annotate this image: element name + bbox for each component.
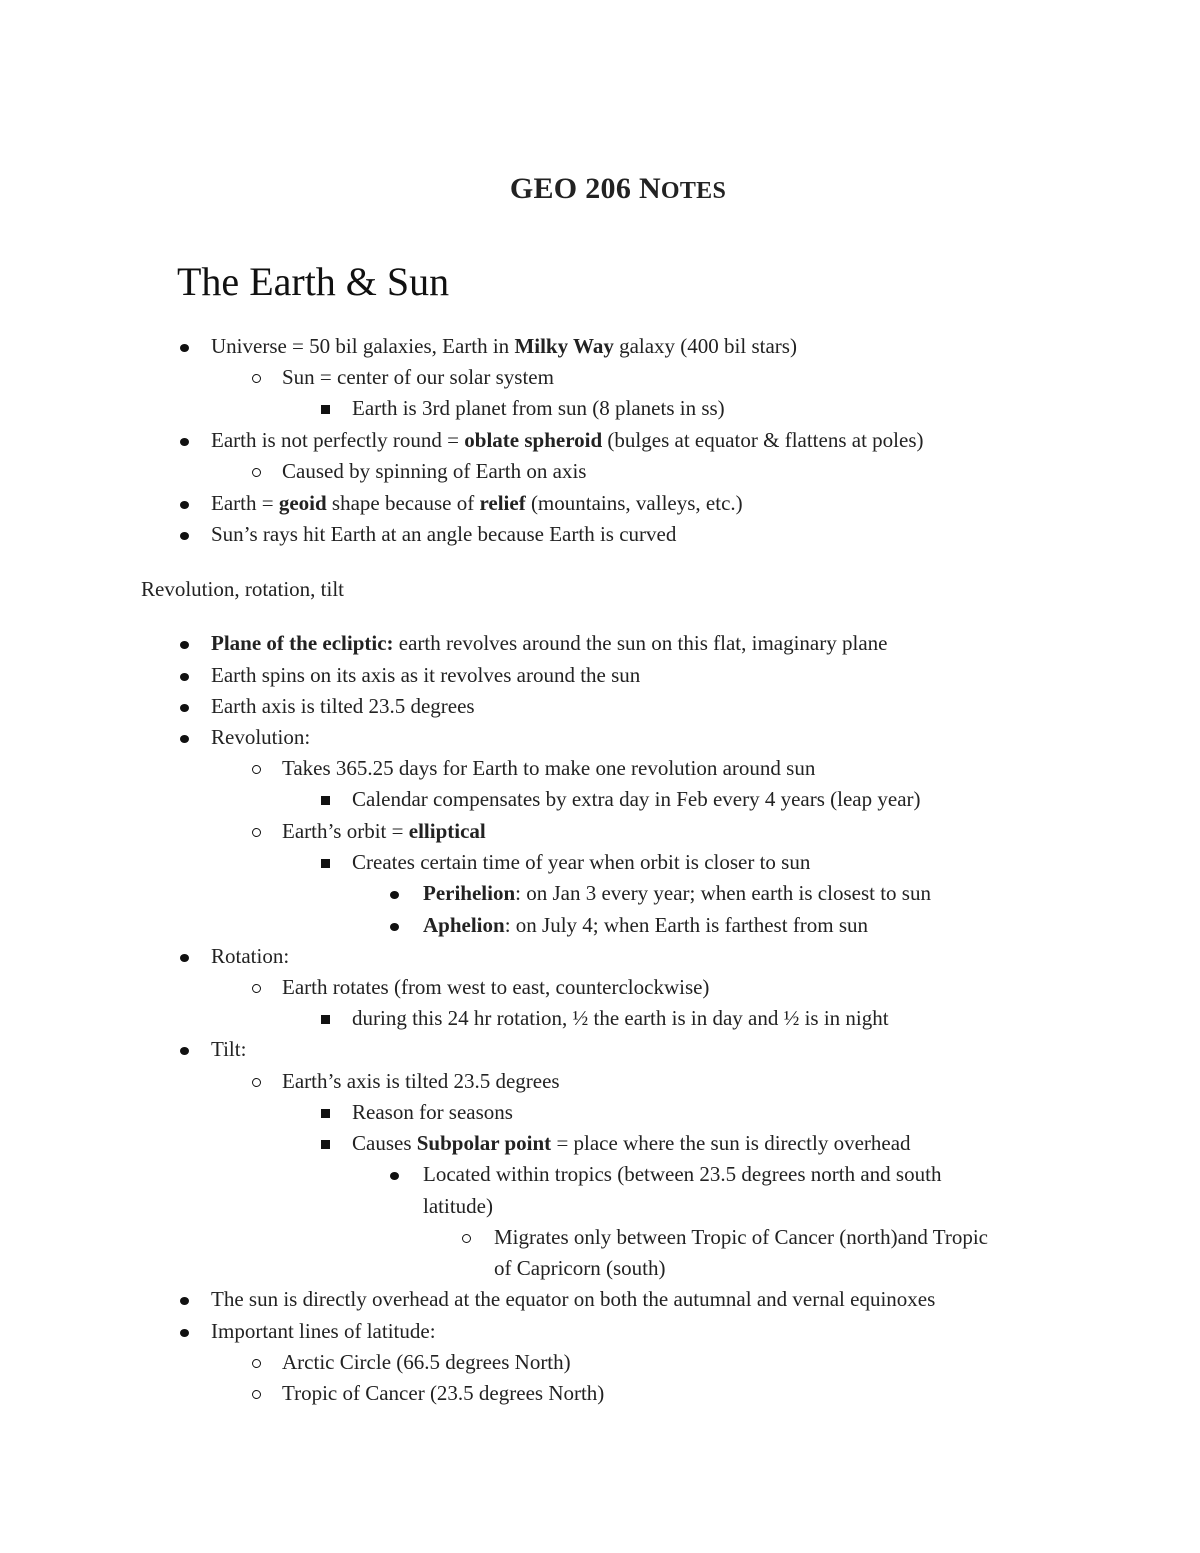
page-title: GEO 206 NOTES: [509, 172, 727, 205]
section-heading-earth-sun: The Earth & Sun: [177, 259, 450, 304]
section-heading-revolution: Revolution, rotation, tilt: [141, 577, 344, 601]
